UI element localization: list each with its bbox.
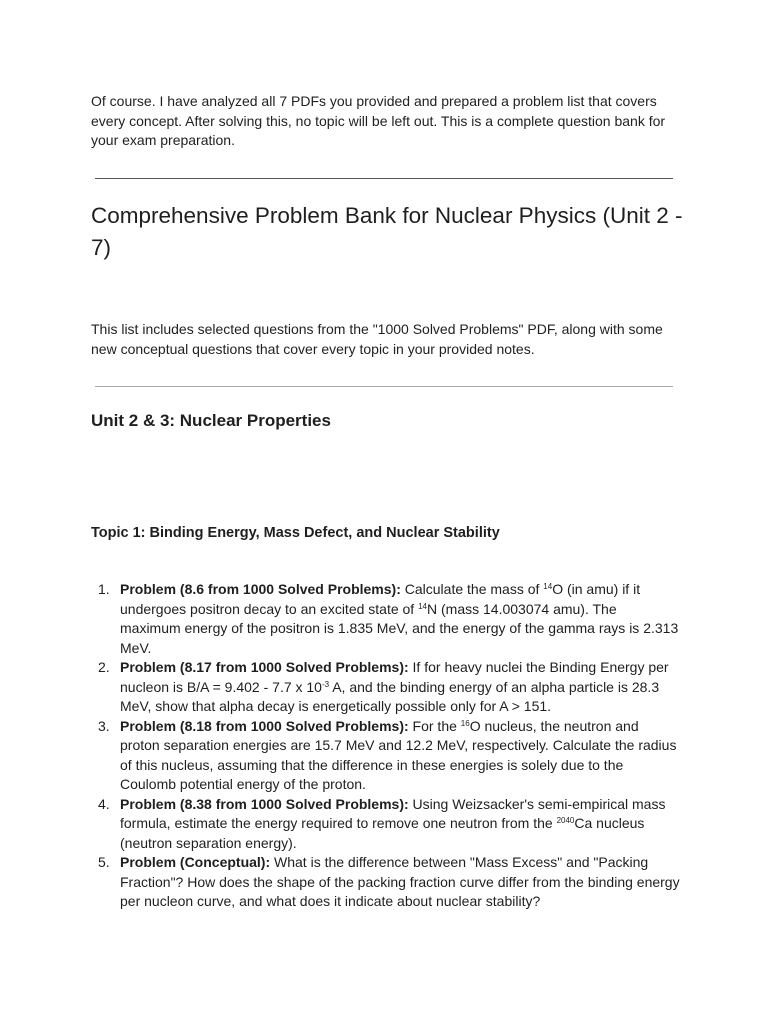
divider xyxy=(95,386,673,387)
problem-text: O nucleus, the neutron and proton separation energies are 15.7 MeV and 12.2 MeV, respectively. Calculate the radius of this nucleus, assuming that the difference in these energies is solely due to the Coulomb potential energy of the proton. xyxy=(120,717,677,792)
list-item xyxy=(91,580,681,658)
problem-label: Problem (8.38 from 1000 Solved Problems): xyxy=(120,795,409,812)
item-number: 2. xyxy=(98,659,110,675)
item-number: 1. xyxy=(98,581,110,597)
problem-text: A, and the binding energy of an alpha particle is 28.3 MeV, show that alpha decay is energetically possible only for A > 151. xyxy=(120,678,660,714)
problem-label: Problem (8.6 from 1000 Solved Problems): xyxy=(120,581,401,597)
problem-label: Problem (8.18 from 1000 Solved Problems): xyxy=(120,717,409,734)
topic-heading: Topic 1: Binding Energy, Mass Defect, and Nuclear Stability xyxy=(91,525,500,541)
superscript: 16 xyxy=(460,718,470,728)
item-number: 4. xyxy=(98,795,110,812)
list-item xyxy=(91,717,681,795)
problem-text: If for heavy nuclei the Binding Energy per nucleon is B/A = 9.402 - 7.7 x 10 xyxy=(120,659,669,695)
divider xyxy=(95,178,673,179)
list-item xyxy=(91,795,681,854)
lead-paragraph: This list includes selected questions from the "1000 Solved Problems" PDF, along with some new conceptual questions that cover every topic in your provided notes. xyxy=(91,321,663,357)
problem-text: Ca nucleus (neutron separation energy). xyxy=(120,815,645,851)
problem-text: Calculate the mass of xyxy=(400,581,544,597)
problem-list xyxy=(91,580,681,912)
list-item xyxy=(91,853,681,912)
item-number: 3. xyxy=(98,717,110,734)
problem-label: Problem (8.17 from 1000 Solved Problems): xyxy=(120,659,409,675)
superscript: -3 xyxy=(321,679,330,689)
intro-paragraph: Of course. I have analyzed all 7 PDFs you provided and prepared a problem list that covers every concept. After solving this, no topic will be left out. This is a complete question bank for your exam preparation. xyxy=(91,93,666,148)
superscript: 2040 xyxy=(556,816,575,825)
page-title: Comprehensive Problem Bank for Nuclear Physics (Unit 2 - 7) xyxy=(91,203,683,260)
superscript: 14 xyxy=(543,582,553,591)
problem-text: What is the difference between "Mass Excess" and "Packing Fraction"? How does the shape of the packing fraction curve differ from the binding energy per nucleon curve, and what does it indicate about nuclear stability? xyxy=(120,854,680,909)
problem-label: Problem (Conceptual): xyxy=(120,854,271,870)
item-number: 5. xyxy=(98,854,110,870)
problem-text: O (in amu) if it undergoes positron decay to an excited state of xyxy=(120,581,641,617)
problem-text: N (mass 14.003074 amu). The maximum energy of the positron is 1.835 MeV, and the energy of the gamma rays is 2.313 MeV. xyxy=(120,600,679,656)
list-item xyxy=(91,658,681,717)
problem-text: For the xyxy=(408,717,461,734)
problem-text: Using Weizsacker's semi-empirical mass formula, estimate the energy required to remove one neutron from the xyxy=(120,795,666,831)
superscript: 14 xyxy=(418,601,427,611)
unit-heading: Unit 2 & 3: Nuclear Properties xyxy=(91,411,331,430)
